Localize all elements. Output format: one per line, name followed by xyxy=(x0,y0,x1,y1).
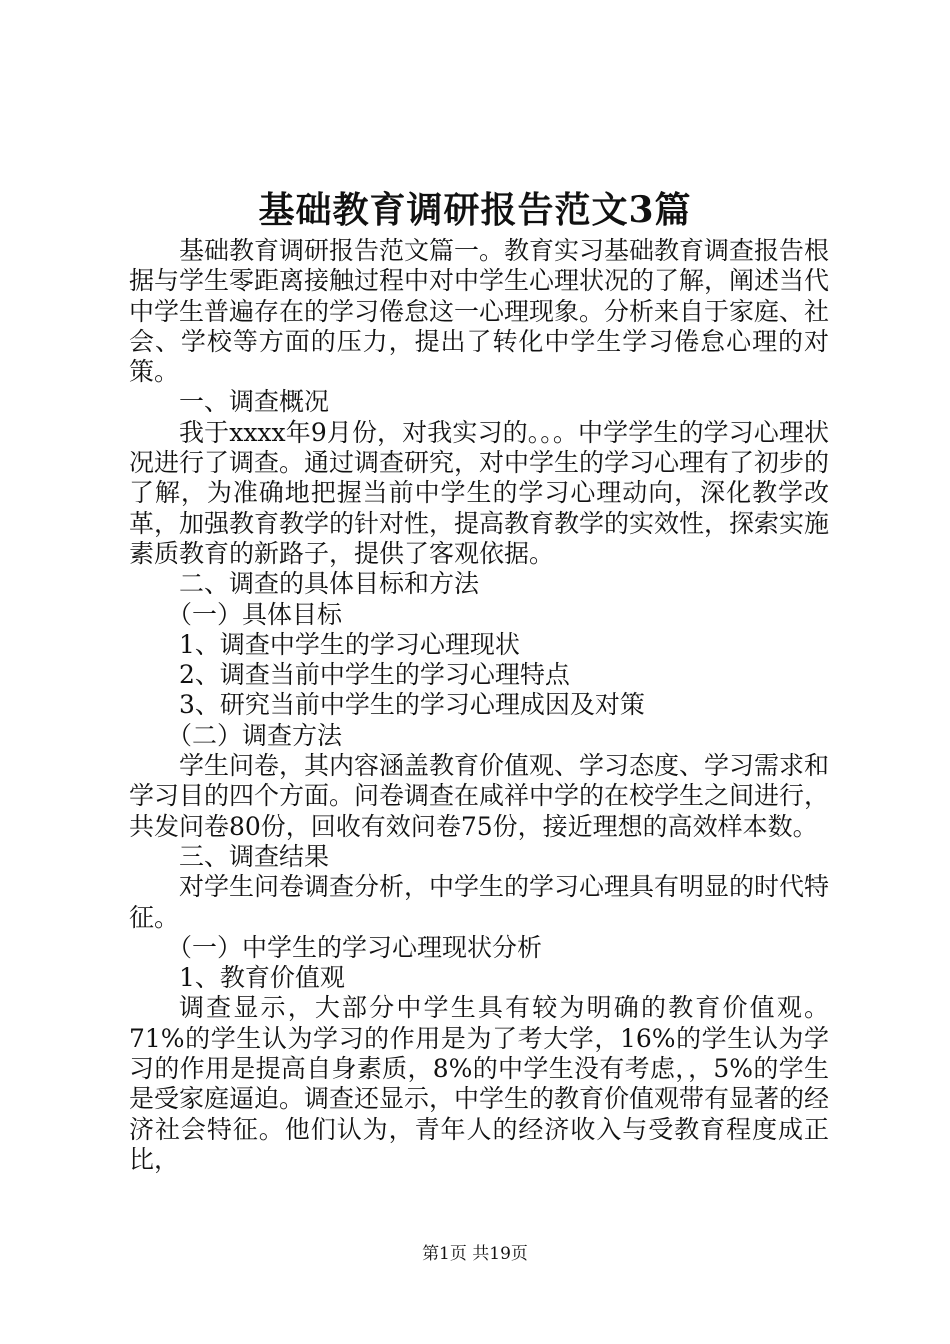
section-heading-goals-methods: 二、调查的具体目标和方法 xyxy=(179,569,480,599)
document-body xyxy=(129,236,829,1175)
paragraph-intro: 基础教育调研报告范文篇一。教育实习基础教育调查报告根据与学生零距离接触过程中对中学生心理状况的了解，阐述当代中学生普遍存在的学习倦怠这一心理现象。分析来自于家庭、社会、学校等方面的压力，提出了转化中学生学习倦怠心理的对策。 xyxy=(129,236,830,387)
section-heading-overview: 一、调查概况 xyxy=(179,387,330,417)
subheading-goals: （一）具体目标 xyxy=(167,599,343,629)
list-item-goal-2: 2、调查当前中学生的学习心理特点 xyxy=(179,660,570,690)
paragraph-results: 对学生问卷调查分析，中学生的学习心理具有明显的时代特征。 xyxy=(129,872,830,932)
subheading-status-analysis: （一）中学生的学习心理现状分析 xyxy=(167,932,543,962)
document-title: 基础教育调研报告范文3篇 xyxy=(258,189,692,231)
paragraph-methods: 学生问卷，其内容涵盖教育价值观、学习态度、学习需求和学习目的四个方面。问卷调查在咸祥中学的在校学生之间进行，共发问卷80份，回收有效问卷75份，接近理想的高效样本数。 xyxy=(129,751,830,841)
section-heading-results: 三、调查结果 xyxy=(179,841,330,871)
list-item-education-values: 1、教育价值观 xyxy=(179,963,345,993)
subheading-methods: （二）调查方法 xyxy=(167,720,343,750)
page-number-footer: 第1页 共19页 xyxy=(422,1244,528,1264)
list-item-goal-3: 3、研究当前中学生的学习心理成因及对策 xyxy=(179,690,645,720)
paragraph-education-values: 调查显示，大部分中学生具有较为明确的教育价值观。71%的学生认为学习的作用是为了考大学，16%的学生认为学习的作用是提高自身素质，8%的中学生没有考虑，，5%的学生是受家庭逼迫。调查还显示，中学生的教育价值观带有显著的经济社会特征。他们认为，青年人的经济收入与受教育程度成正比， xyxy=(129,993,830,1174)
list-item-goal-1: 1、调查中学生的学习心理现状 xyxy=(179,629,520,659)
paragraph-overview: 我于xxxx年9月份，对我实习的。。。中学学生的学习心理状况进行了调查。通过调查研究，对中学生的学习心理有了初步的了解，为准确地把握当前中学生的学习心理动向，深化教学改革，加强教育教学的针对性，提高教育教学的实效性，探索实施素质教育的新路子，提供了客观依据。 xyxy=(129,417,830,568)
